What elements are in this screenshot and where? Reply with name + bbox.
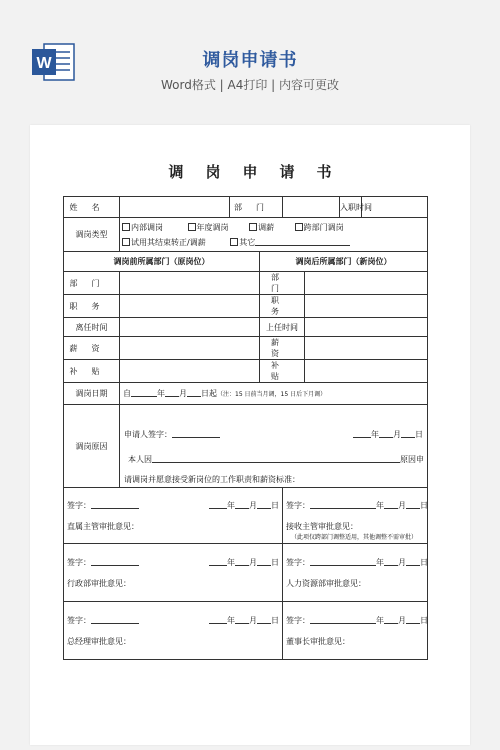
option-other[interactable]: 其它	[230, 237, 350, 248]
row-approval-3	[64, 602, 428, 660]
field-leave-time[interactable]	[120, 318, 260, 337]
transfer-form	[63, 196, 428, 660]
approval-general-manager[interactable]: 总经理审批意见： 签字： 年 月 日	[64, 602, 283, 660]
row-section-headers	[64, 252, 428, 272]
page-header	[0, 0, 500, 120]
checkbox[interactable]	[230, 238, 238, 246]
field-before-salary[interactable]	[120, 337, 260, 360]
row-time	[64, 318, 428, 337]
page-title: 调岗申请书	[202, 50, 298, 71]
row-transfer-date	[64, 383, 428, 405]
field-before-position[interactable]	[120, 295, 260, 318]
checkbox[interactable]	[122, 238, 130, 246]
page-subtitle: Word格式 | A4打印 | 内容可更改	[160, 78, 340, 92]
checkbox[interactable]	[295, 223, 303, 231]
row-dept	[64, 272, 428, 295]
reason-field[interactable]: 本人因 原因申 请调岗并愿意接受新岗位的工作职责和薪资标准： 申请人签字： 年 月 日	[120, 405, 428, 488]
row-position	[64, 295, 428, 318]
label-transfer-type: 调岗类型	[64, 218, 120, 252]
label-start-time: 上任时间	[260, 318, 305, 337]
field-after-dept[interactable]	[305, 272, 428, 295]
option-salary[interactable]: 调薪	[249, 222, 274, 233]
approval-receiving-supervisor[interactable]: 接收主管审批意见： （此项仅跨部门调整适用，其他调整不需审批） 签字： 年 月 日	[283, 488, 428, 544]
document-page	[30, 125, 470, 745]
label-before-salary: 薪资	[64, 337, 120, 360]
document-title: 调岗申请书	[168, 163, 354, 181]
label-before-position: 职务	[64, 295, 120, 318]
checkbox[interactable]	[249, 223, 257, 231]
label-transfer-date: 调岗日期	[64, 383, 120, 405]
after-header: 调岗后所属部门（新岗位）	[260, 252, 428, 272]
option-annual[interactable]: 年度调岗	[188, 222, 229, 233]
field-before-allowance[interactable]	[120, 360, 260, 383]
label-dept: 部门	[230, 197, 283, 218]
field-name[interactable]	[120, 197, 230, 218]
label-reason: 调岗原因	[64, 405, 120, 488]
label-after-position: 职务	[260, 295, 305, 318]
label-before-dept: 部门	[64, 272, 120, 295]
field-after-salary[interactable]	[305, 337, 428, 360]
label-after-salary: 薪资	[260, 337, 305, 360]
transfer-type-options	[120, 218, 428, 252]
checkbox[interactable]	[122, 223, 130, 231]
row-basic-info	[64, 197, 428, 218]
row-transfer-type	[64, 218, 428, 252]
svg-text:W: W	[36, 55, 52, 72]
row-allowance	[64, 360, 428, 383]
label-after-dept: 部门	[260, 272, 305, 295]
label-name: 姓名	[64, 197, 120, 218]
field-before-dept[interactable]	[120, 272, 260, 295]
field-after-position[interactable]	[305, 295, 428, 318]
row-salary	[64, 337, 428, 360]
before-header: 调岗前所属部门（原岗位）	[64, 252, 260, 272]
approval-hr-dept[interactable]: 人力资源部审批意见： 签字： 年 月 日	[283, 544, 428, 602]
label-before-allowance: 补贴	[64, 360, 120, 383]
row-approval-2	[64, 544, 428, 602]
option-cross-dept[interactable]: 跨部门调岗	[295, 222, 344, 233]
row-reason	[64, 405, 428, 488]
other-underline[interactable]	[255, 237, 350, 246]
label-after-allowance: 补贴	[260, 360, 305, 383]
label-leave-time: 离任时间	[64, 318, 120, 337]
applicant-signature[interactable]	[172, 429, 220, 438]
checkbox[interactable]	[188, 223, 196, 231]
label-entry-time: 入职时间	[340, 197, 362, 218]
field-start-time[interactable]	[305, 318, 428, 337]
row-approval-1	[64, 488, 428, 544]
field-dept[interactable]	[283, 197, 340, 218]
transfer-date-field[interactable]: 自 年 月 日起（注：15 日前当月调，15 日后下月调）	[120, 383, 428, 405]
option-probation[interactable]: 试用其结束转正/调薪	[122, 237, 206, 248]
approval-admin-dept[interactable]: 行政部审批意见： 签字： 年 月 日	[64, 544, 283, 602]
approval-chairman[interactable]: 董事长审批意见： 签字： 年 月 日	[283, 602, 428, 660]
field-after-allowance[interactable]	[305, 360, 428, 383]
approval-direct-supervisor[interactable]: 直属主管审批意见： 签字： 年 月 日	[64, 488, 283, 544]
option-internal[interactable]: 内部调岗	[122, 222, 163, 233]
